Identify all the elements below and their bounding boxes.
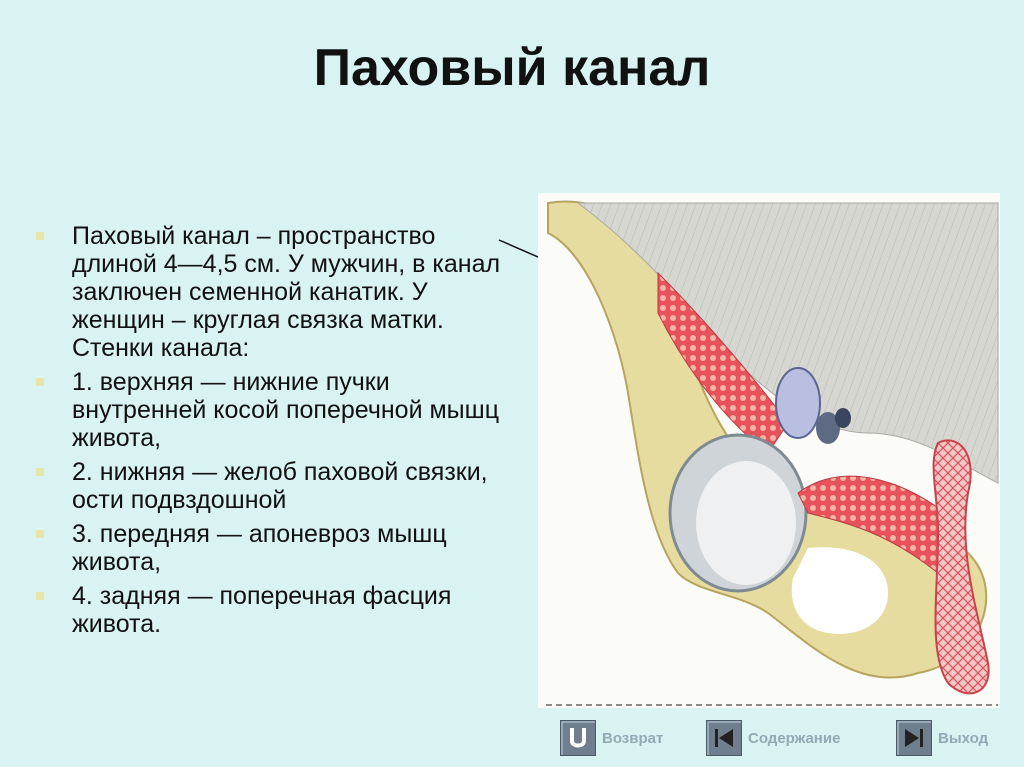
slide-title: Паховый канал (313, 39, 711, 97)
bullet-item (34, 368, 514, 452)
contents-label: Содержание (748, 729, 841, 747)
back-button[interactable] (560, 718, 663, 758)
exit-label: Выход (938, 729, 989, 747)
bullet-item (34, 520, 514, 576)
bullet-text: 3. передняя — апоневроз мышц живота, (72, 520, 447, 576)
bullet-marker (36, 232, 44, 240)
back-icon (560, 720, 596, 756)
bullet-marker (36, 378, 44, 386)
bullet-item (34, 458, 514, 514)
bullet-text: 2. нижняя — желоб паховой связки, ости подвздошной (72, 458, 488, 514)
bullet-item (34, 582, 514, 638)
bullet-marker (36, 530, 44, 538)
last-page-icon (896, 720, 932, 756)
bullet-item (34, 222, 514, 362)
exit-button[interactable] (896, 718, 988, 758)
bullet-text: Паховый канал – пространство длиной 4—4,5 см. У мужчин, в канал заключен семенной канатик. У женщин – круглая связка матки. Стенки канала: (72, 222, 501, 362)
bullet-list (34, 222, 514, 644)
bullet-text: 1. верхняя — нижние пучки внутренней косой поперечной мышц живота, (72, 368, 500, 452)
first-page-icon (706, 720, 742, 756)
bullet-marker (36, 468, 44, 476)
inguinal-canal-illustration (538, 193, 1000, 708)
back-label: Возврат (602, 729, 664, 747)
bullet-marker (36, 592, 44, 600)
bullet-text: 4. задняя — поперечная фасция живота. (72, 582, 452, 638)
contents-button[interactable] (706, 718, 840, 758)
